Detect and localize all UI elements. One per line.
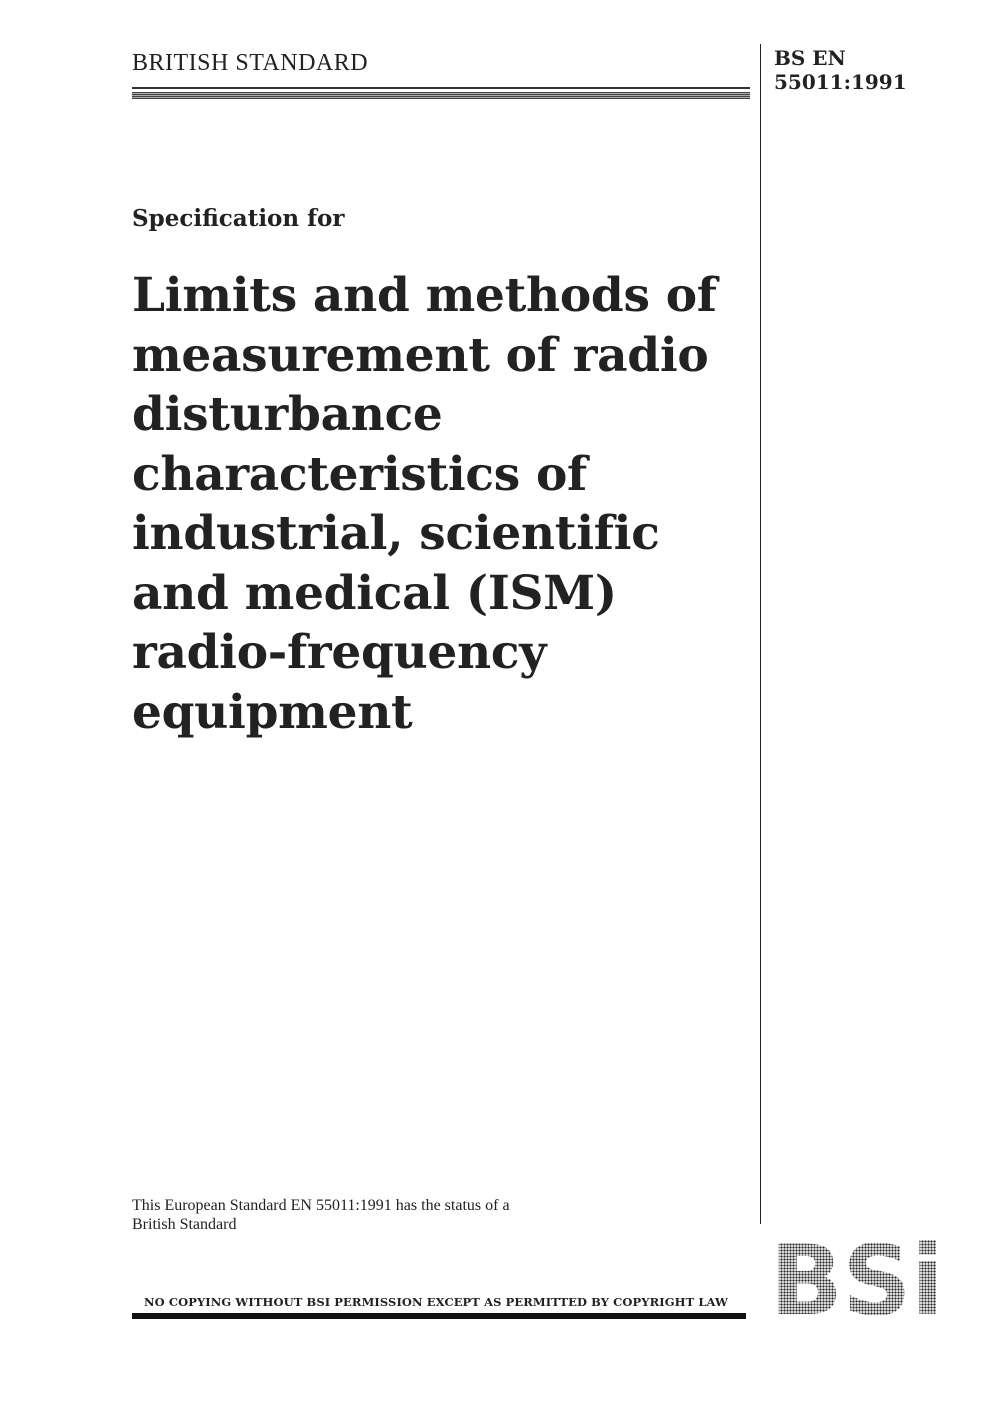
title-line: disturbance	[132, 387, 443, 442]
title-line: radio-frequency	[132, 625, 547, 680]
document-number-line-1: BS EN	[774, 46, 846, 70]
header-label: BRITISH STANDARD	[132, 50, 369, 76]
status-note-line-2: British Standard	[132, 1216, 237, 1233]
title-line: characteristics of	[132, 446, 587, 502]
vertical-divider	[760, 44, 761, 1224]
footer-rule	[132, 1313, 746, 1319]
title-line: Limits and methods of	[132, 268, 717, 323]
header-thin-rule	[132, 87, 750, 89]
title-line: equipment	[132, 684, 413, 740]
status-note	[132, 1196, 510, 1234]
header-thick-rule	[132, 92, 750, 99]
status-note-line-1: This European Standard EN 55011:1991 has the status of a	[132, 1197, 510, 1214]
title-line: measurement of radio	[132, 327, 709, 383]
document-number	[774, 46, 907, 94]
specification-for: Specification for	[132, 205, 345, 232]
title-line: and medical (ISM)	[132, 565, 617, 621]
bsi-logo-icon	[768, 1240, 946, 1324]
bsi-logo-text: BSi	[770, 1240, 944, 1324]
title-line: industrial, scientific	[132, 506, 660, 561]
main-title	[132, 266, 752, 742]
copyright-notice: NO COPYING WITHOUT BSI PERMISSION EXCEPT AS PERMITTED BY COPYRIGHT LAW	[144, 1295, 729, 1309]
document-number-line-2: 55011:1991	[774, 70, 907, 94]
